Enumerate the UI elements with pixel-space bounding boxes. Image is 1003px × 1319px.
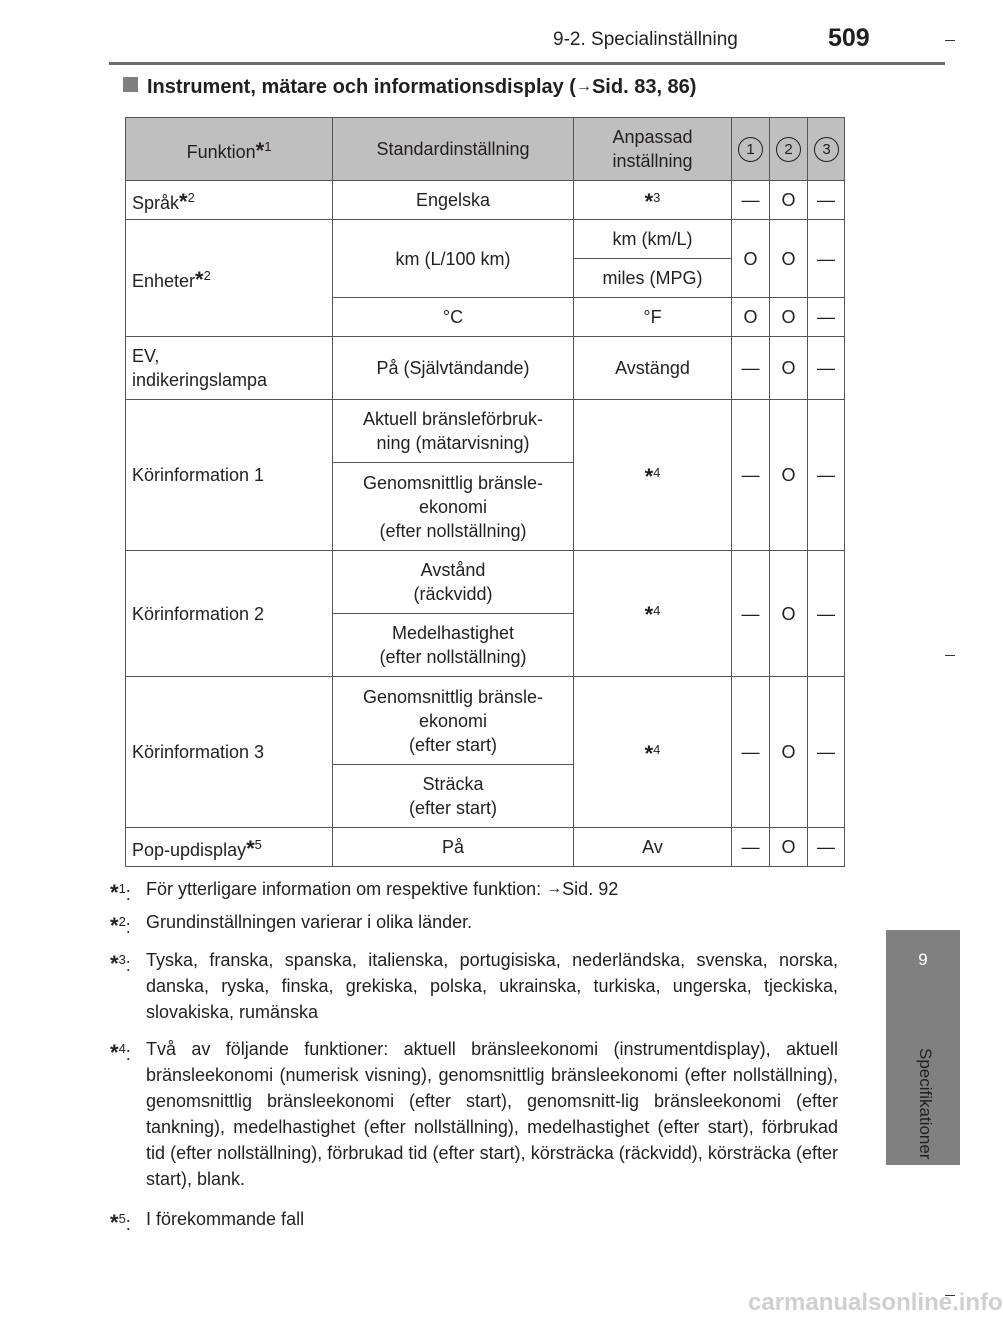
arrow-right-icon: → <box>575 78 592 95</box>
cell-function: Pop-updisplay*$^5$ <box>126 828 333 867</box>
footnote-4: *$^4$: Två av följande funktioner: aktuell bränsleekonomi (instrumentdisplay), aktuell bränsleekonomi (numerisk visning), genomsnittlig bränsleekonomi (efter nollställning), genomsnittlig bränsleekonomi (efter start), genomsnitt-lig bränsleekonomi (efter tankning), medelhastighet (efter nollställning), medelhastighet (efter start), förbrukad tid (efter nollställning), förbrukad tid (efter start), körsträcka (räckvidd), körsträcka (efter start), blank. <box>110 1039 838 1189</box>
section-heading-ref[interactable]: Sid. 83, 86) <box>591 76 697 98</box>
square-bullet-icon <box>123 77 138 92</box>
cell-custom: Av <box>574 828 732 867</box>
cell-col-2: O <box>770 828 808 867</box>
cell-col-2: O <box>770 220 808 298</box>
asterisk-icon: * <box>195 266 204 292</box>
watermark: carmanualsonline.info <box>748 1289 1003 1316</box>
cell-col-2: O <box>770 298 808 337</box>
header-default: Standardinställning <box>333 118 574 181</box>
cell-default: °C <box>333 298 574 337</box>
cell-custom: Avstängd <box>574 337 732 400</box>
header-circle-1 <box>732 118 770 181</box>
cell-col-1: — <box>732 337 770 400</box>
asterisk-icon: * <box>110 1040 119 1065</box>
cell-default: Medelhastighet (efter nollställning) <box>333 614 574 677</box>
cell-custom: *$^4$ <box>574 551 732 677</box>
asterisk-icon: * <box>644 188 654 214</box>
table-row <box>126 337 845 400</box>
cell-default: På <box>333 828 574 867</box>
header-circle-3 <box>808 118 845 181</box>
table-row <box>126 400 845 463</box>
cell-col-1: — <box>732 181 770 220</box>
settings-table <box>125 117 845 867</box>
cell-function: Körinformation 2 <box>126 551 333 677</box>
cell-function: Körinformation 3 <box>126 677 333 828</box>
asterisk-icon: * <box>110 913 119 938</box>
footnote-5: *$^5$: I förekommande fall <box>110 1209 305 1235</box>
cell-col-3: — <box>808 181 845 220</box>
cell-col-1: — <box>732 677 770 828</box>
cell-default: Genomsnittlig bränsle- ekonomi (efter nollställning) <box>333 463 574 551</box>
cell-custom: miles (MPG) <box>574 259 732 298</box>
asterisk-icon: * <box>246 835 255 861</box>
header-function: Funktion*$^1$ <box>126 118 333 181</box>
section-heading <box>123 76 696 99</box>
cell-col-2: O <box>770 181 808 220</box>
cell-col-3: — <box>808 551 845 677</box>
header-rule <box>109 62 945 65</box>
header-custom: Anpassad inställning <box>574 118 732 181</box>
asterisk-icon: * <box>110 880 119 905</box>
page-number: 509 <box>828 24 870 52</box>
section-heading-text: Instrument, mätare och informationsdisplay ( <box>147 76 576 98</box>
footnote-ref-link[interactable]: Sid. 92 <box>562 879 619 899</box>
cell-default: På (Självtändande) <box>333 337 574 400</box>
asterisk-icon: * <box>110 951 119 976</box>
cell-col-3: — <box>808 220 845 298</box>
table-row <box>126 220 845 259</box>
cell-custom: km (km/L) <box>574 220 732 259</box>
arrow-right-icon: → <box>546 880 563 897</box>
asterisk-icon: * <box>179 188 188 214</box>
cell-default: km (L/100 km) <box>333 220 574 298</box>
cell-custom: *$^4$ <box>574 400 732 551</box>
cell-col-1: O <box>732 298 770 337</box>
chapter-label: Specifikationer <box>916 1048 935 1160</box>
cell-col-3: — <box>808 828 845 867</box>
asterisk-icon: * <box>644 602 654 627</box>
table-row <box>126 181 845 220</box>
table-row <box>126 828 845 867</box>
cell-col-2: O <box>770 400 808 551</box>
cell-col-1: O <box>732 220 770 298</box>
cell-function: Enheter*$^2$ <box>126 220 333 337</box>
cell-col-1: — <box>732 828 770 867</box>
cell-custom: *$^4$ <box>574 677 732 828</box>
cell-col-1: — <box>732 400 770 551</box>
cell-col-3: — <box>808 400 845 551</box>
cell-col-2: O <box>770 337 808 400</box>
cell-custom: *$^3$ <box>574 181 732 220</box>
footnote-2: *$^2$: Grundinställningen varierar i olika länder. <box>110 912 473 938</box>
cell-default: Avstånd (räckvidd) <box>333 551 574 614</box>
table-header-row <box>126 118 845 181</box>
cell-default: Engelska <box>333 181 574 220</box>
crop-mark <box>945 655 955 656</box>
header-section-title: 9-2. Specialinställning <box>553 29 738 50</box>
cell-default: Genomsnittlig bränsle- ekonomi (efter start) <box>333 677 574 765</box>
table-row <box>126 551 845 614</box>
asterisk-icon: * <box>644 740 654 766</box>
cell-function: Körinformation 1 <box>126 400 333 551</box>
asterisk-icon: * <box>644 463 654 489</box>
cell-default: Sträcka (efter start) <box>333 765 574 828</box>
cell-custom: °F <box>574 298 732 337</box>
circled-number-icon: 3 <box>814 137 839 162</box>
table-row <box>126 677 845 765</box>
header-circle-2 <box>770 118 808 181</box>
crop-mark <box>945 40 955 41</box>
cell-function: EV, indikeringslampa <box>126 337 333 400</box>
cell-default: Aktuell bränsleförbruk- ning (mätarvisning) <box>333 400 574 463</box>
cell-function: Språk*$^2$ <box>126 181 333 220</box>
cell-col-2: O <box>770 551 808 677</box>
footnote-1: *$^1$: För ytterligare information om respektive funktion: →Sid. 92 <box>110 879 619 905</box>
asterisk-icon: * <box>255 137 265 163</box>
asterisk-icon: * <box>110 1210 119 1235</box>
circled-number-icon: 1 <box>738 137 763 162</box>
chapter-number: 9 <box>918 950 928 969</box>
footnote-3: *$^3$: Tyska, franska, spanska, italienska, portugisiska, nederländska, svenska, norska, danska, ryska, finska, grekiska, polska, ukrainska, turkiska, ungerska, tjeckiska, slovakiska, rumänska <box>110 950 838 1022</box>
cell-col-3: — <box>808 677 845 828</box>
cell-col-2: O <box>770 677 808 828</box>
circled-number-icon: 2 <box>776 137 801 162</box>
cell-col-3: — <box>808 298 845 337</box>
cell-col-3: — <box>808 337 845 400</box>
cell-col-1: — <box>732 551 770 677</box>
